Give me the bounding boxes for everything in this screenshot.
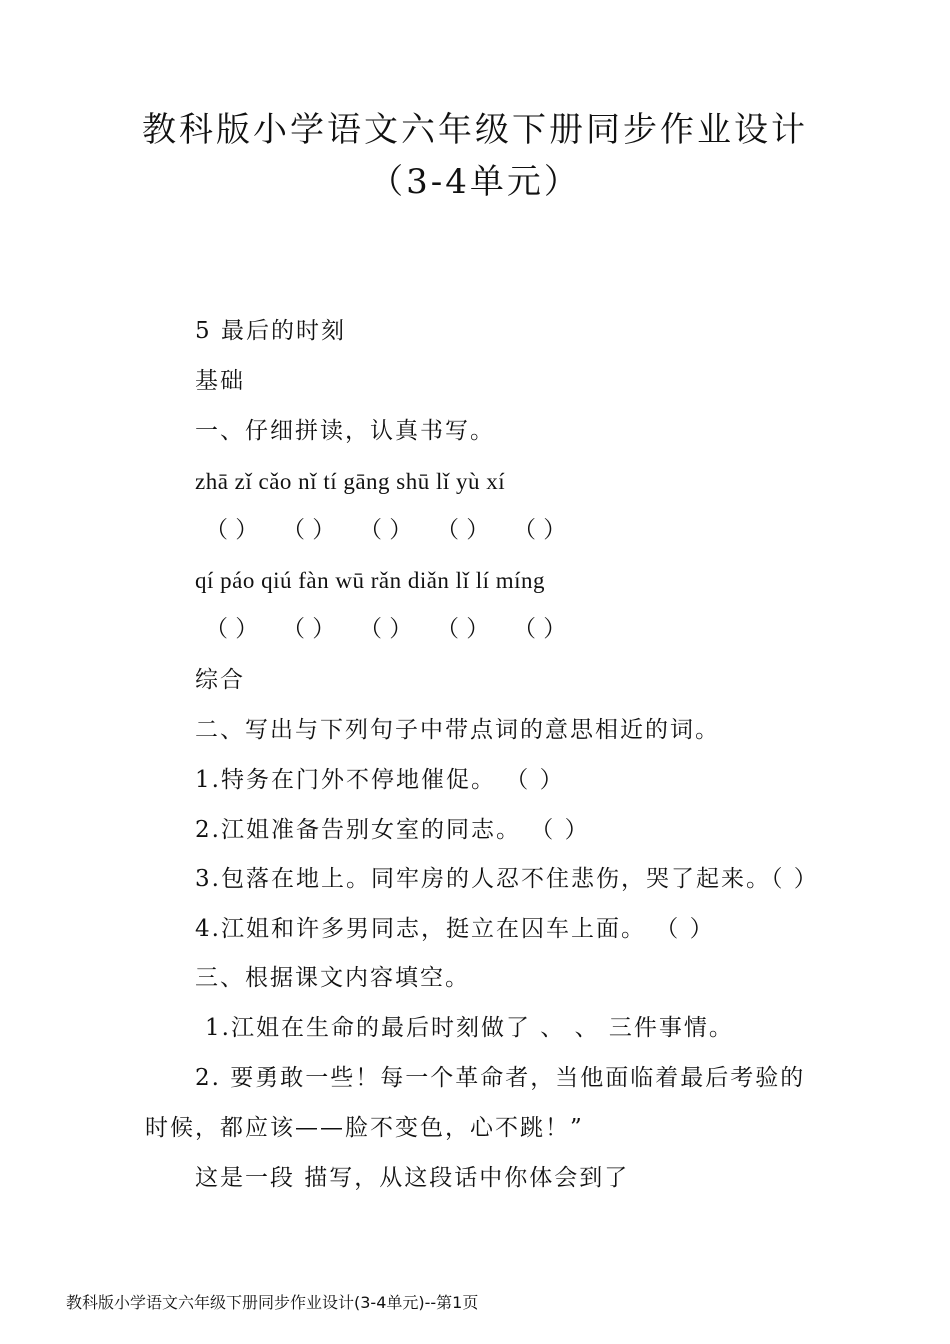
- answer-blanks-row-2: [205, 614, 590, 644]
- question-2-item-4: 4.江姐和许多男同志，挺立在囚车上面。 （ ）: [195, 916, 715, 942]
- answer-blank: （ ）: [282, 517, 336, 543]
- question-3-item-2-line-3: 这是一段 描写，从这段话中你体会到了: [195, 1165, 630, 1191]
- answer-blank: （ ）: [205, 616, 259, 642]
- question-3-item-1: 1.江姐在生命的最后时刻做了 、 、 三件事情。: [205, 1015, 734, 1041]
- pinyin-row-1: zhā zǐ cǎo nǐ tí gāng shū lǐ yù xí: [195, 469, 506, 494]
- pinyin-row-2: qí páo qiú fàn wū rǎn diǎn lǐ lí míng: [195, 568, 546, 593]
- answer-blank: （ ）: [359, 616, 413, 642]
- question-1-heading: 一、仔细拼读，认真书写。: [195, 418, 495, 444]
- answer-blank: （ ）: [282, 616, 336, 642]
- question-3-heading: 三、根据课文内容填空。: [195, 965, 470, 991]
- title-line-2: （3-4单元）: [369, 162, 581, 202]
- answer-blank: （ ）: [436, 517, 490, 543]
- answer-blanks-row-1: [205, 515, 590, 545]
- answer-blank: （ ）: [205, 517, 259, 543]
- answer-blank: （ ）: [436, 616, 490, 642]
- section-basic: 基础: [195, 368, 245, 394]
- answer-blank: （ ）: [513, 517, 567, 543]
- lesson-title: 5 最后的时刻: [195, 318, 346, 344]
- question-2-item-2: 2.江姐准备告别女室的同志。 （ ）: [195, 817, 590, 843]
- question-2-heading: 二、写出与下列句子中带点词的意思相近的词。: [195, 717, 720, 743]
- answer-blank: （ ）: [513, 616, 567, 642]
- page-footer: 教科版小学语文六年级下册同步作业设计(3-4单元)--第1页: [66, 1293, 479, 1312]
- question-3-item-2-line-2: 时候，都应该——脸不变色，心不跳！”: [145, 1115, 584, 1141]
- question-3-item-2-line-1: 2. 要勇敢一些！每一个革命者，当他面临着最后考验的: [195, 1065, 806, 1091]
- section-comprehensive: 综合: [195, 667, 245, 693]
- title-line-1: 教科版小学语文六年级下册同步作业设计: [142, 110, 808, 150]
- question-2-item-1: 1.特务在门外不停地催促。 （ ）: [195, 767, 565, 793]
- answer-blank: （ ）: [359, 517, 413, 543]
- question-2-item-3: 3.包落在地上。同牢房的人忍不住悲伤，哭了起来。（ ）: [195, 866, 819, 892]
